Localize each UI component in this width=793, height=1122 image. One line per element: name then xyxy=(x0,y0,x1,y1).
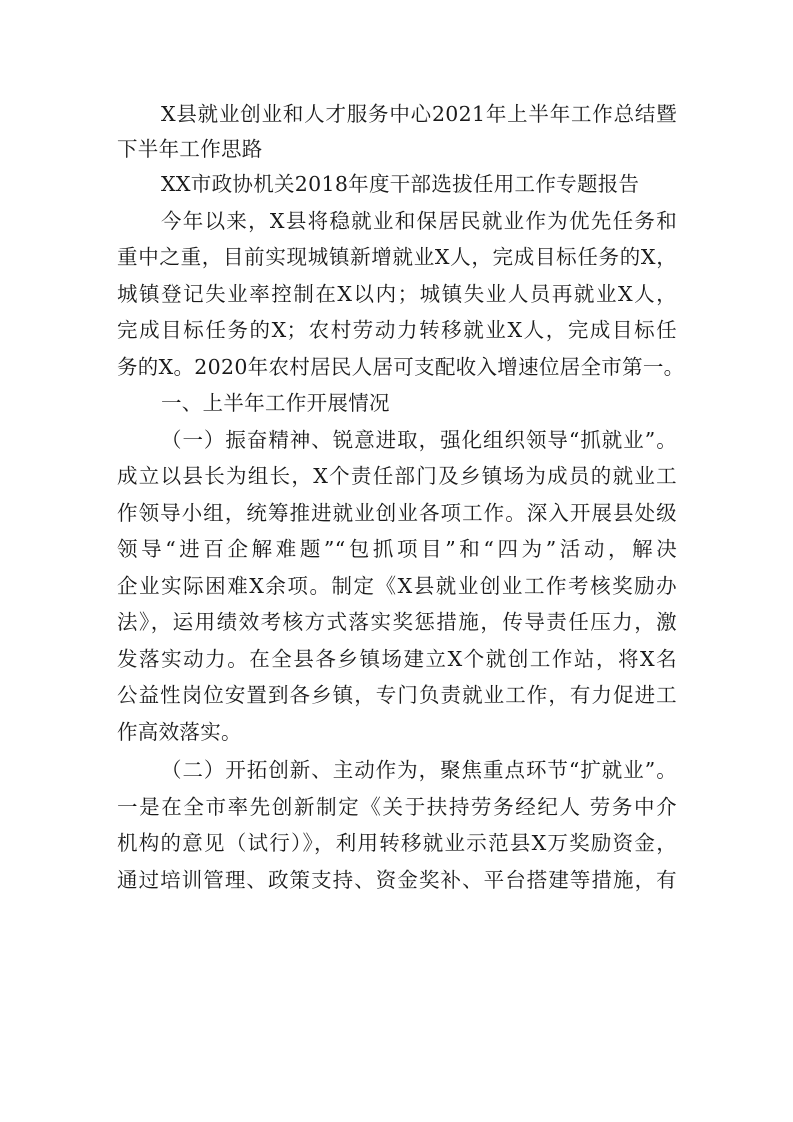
document-subtitle: XX市政协机关2018年度干部选拔任用工作专题报告 xyxy=(161,172,640,196)
intro-line-1: 今年以来，X县将稳就业和保居民就业作为优先任务和 xyxy=(161,208,677,233)
document-title-line-1: X县就业创业和人才服务中心2021年上半年工作总结暨 xyxy=(161,102,677,126)
para1-line-6: 法》，运用绩效考核方式落实奖惩措施，传导责任压力，激 xyxy=(117,610,677,634)
document-title-line-2: 下半年工作思路 xyxy=(117,137,263,161)
section-heading: 一、上半年工作开展情况 xyxy=(161,391,390,415)
para1-line-1: （一）振奋精神、锐意进取，强化组织领导“抓就业”。 xyxy=(161,427,677,452)
para1-line-8: 公益性岗位安置到各乡镇，专门负责就业工作，有力促进工 xyxy=(117,683,677,707)
para2-line-4: 通过培训管理、政策支持、资金奖补、平台搭建等措施，有 xyxy=(117,867,677,892)
para1-line-2: 成立以县长为组长，X个责任部门及乡镇场为成员的就业工 xyxy=(117,464,677,488)
intro-line-5: 务的X。2020年农村居民人居可支配收入增速位居全市第一。 xyxy=(117,354,685,379)
para1-line-3: 作领导小组，统筹推进就业创业各项工作。深入开展县处级 xyxy=(117,500,677,525)
intro-line-4: 完成目标任务的X；农村劳动力转移就业X人，完成目标任 xyxy=(117,318,677,342)
intro-line-3: 城镇登记失业率控制在X以内；城镇失业人员再就业X人， xyxy=(117,281,677,306)
document-body xyxy=(117,96,685,898)
para2-line-2: 一是在全市率先创新制定《关于扶持劳务经纪人 劳务中介 xyxy=(117,794,677,819)
para1-line-5: 企业实际困难X余项。制定《X县就业创业工作考核奖励办 xyxy=(117,573,677,598)
para2-line-1: （二）开拓创新、主动作为，聚焦重点环节“扩就业”。 xyxy=(161,758,677,782)
para1-line-7: 发落实动力。在全县各乡镇场建立X个就创工作站，将X名 xyxy=(117,646,677,671)
para2-line-3: 机构的意见（试行）》，利用转移就业示范县X万奖励资金， xyxy=(117,831,677,855)
para1-line-4: 领导“进百企解难题”“包抓项目”和“四为”活动，解决 xyxy=(117,537,677,561)
intro-line-2: 重中之重，目前实现城镇新增就业X人，完成目标任务的X， xyxy=(117,245,677,269)
para1-line-9: 作高效落实。 xyxy=(117,719,242,744)
